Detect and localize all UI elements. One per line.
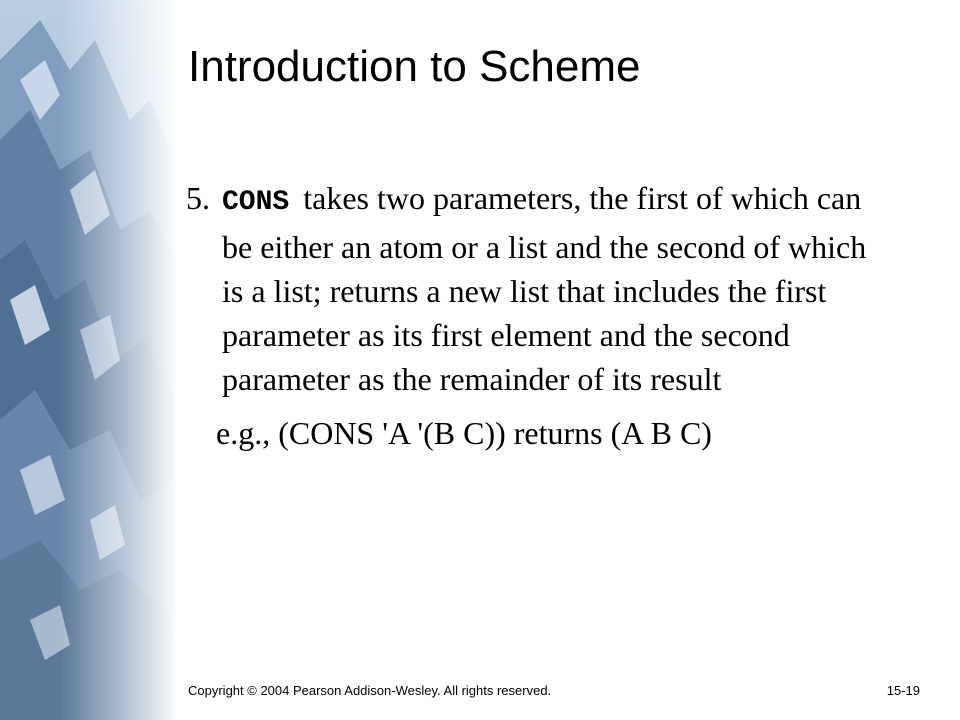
slide-title: Introduction to Scheme xyxy=(188,42,641,91)
footer-copyright: Copyright © 2004 Pearson Addison-Wesley. All rights reserved. xyxy=(188,683,552,698)
footer-page-number: 15-19 xyxy=(886,683,920,698)
slide-body xyxy=(186,176,886,455)
mountain-photo-strip xyxy=(0,0,175,720)
list-item xyxy=(186,176,886,401)
item-description: takes two parameters, the first of which can be either an atom or a list and the second of which is a list; returns a new list that includes the first parameter as its first element and the second parameter as the remainder of its result xyxy=(222,180,867,397)
item-number: 5. xyxy=(186,180,210,216)
keyword-cons: CONS xyxy=(222,187,290,218)
example-line: e.g., (CONS 'A '(B C)) returns (A B C) xyxy=(216,415,712,451)
photo-fade-overlay xyxy=(60,0,175,720)
